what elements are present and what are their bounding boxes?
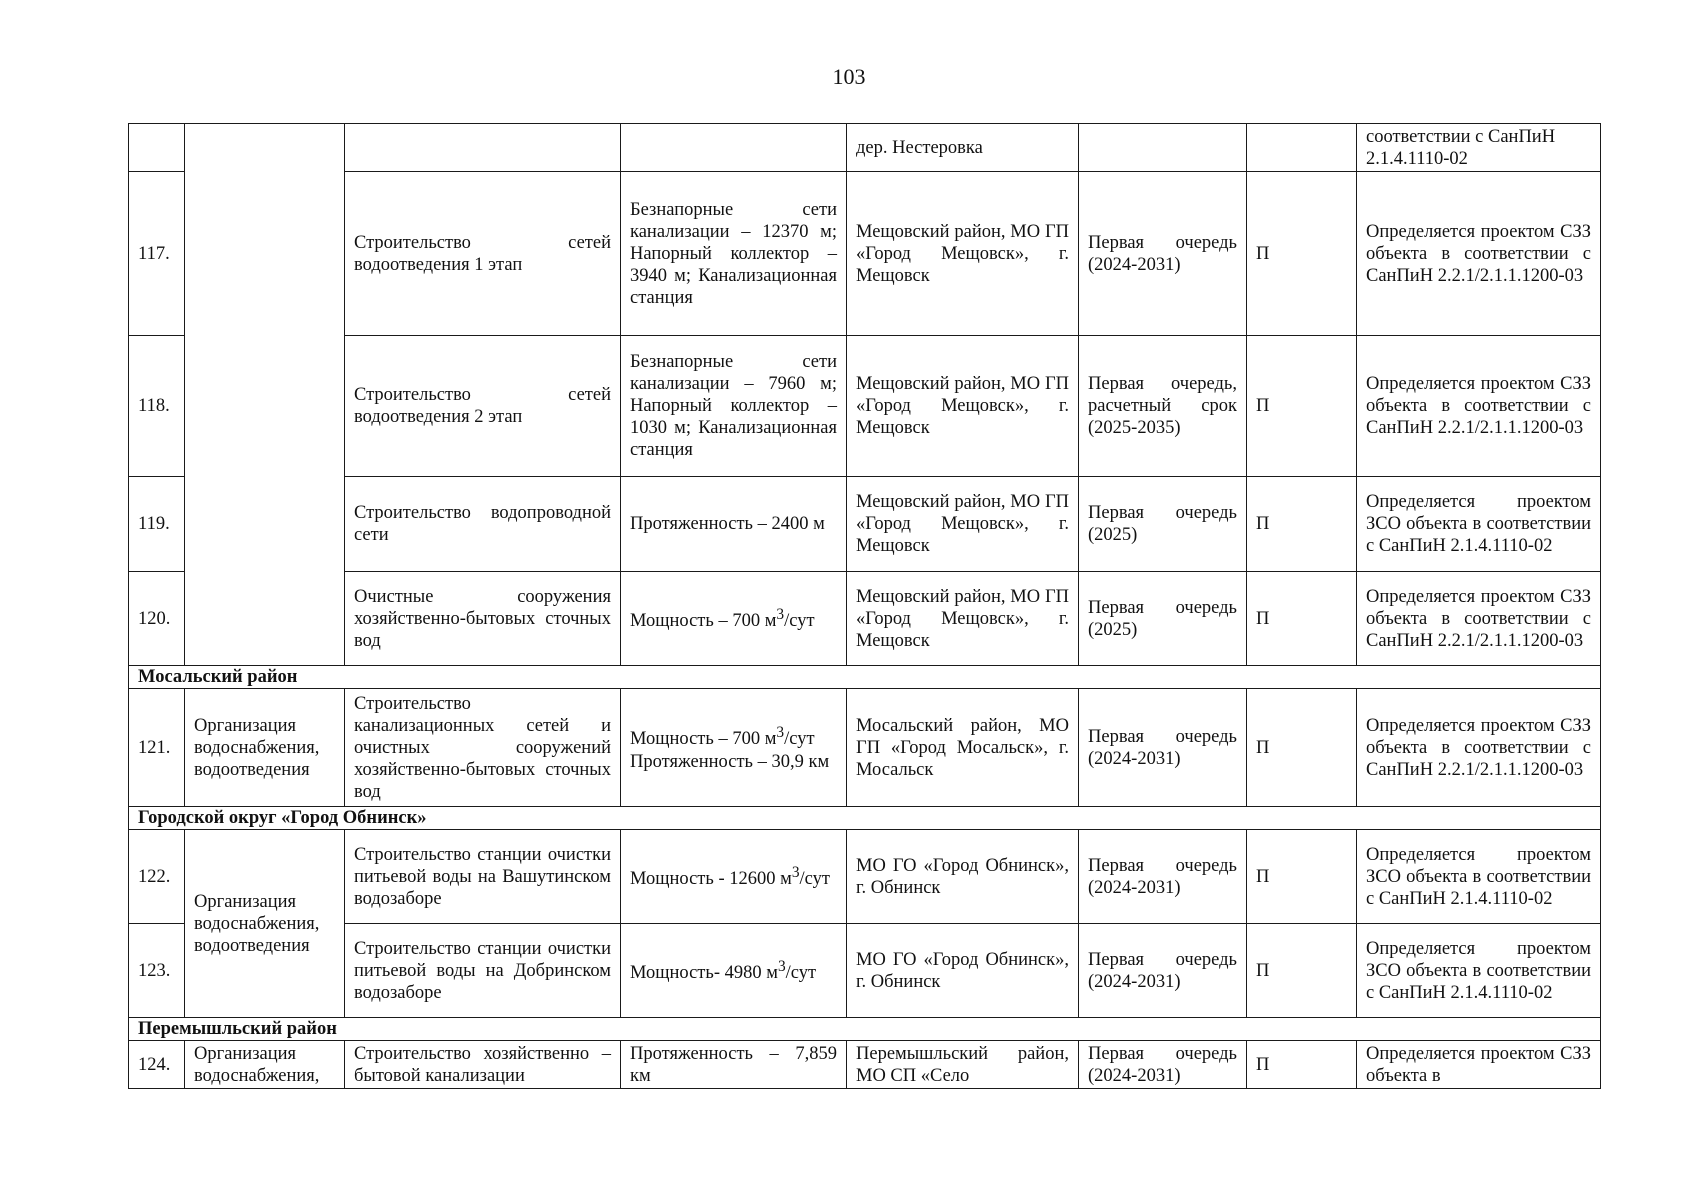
project-params [621,689,847,807]
section-row [129,666,1601,689]
project-location: Мосальский район, МО ГП «Город Мосальск», г. Мосальск [847,689,1079,807]
project-location: Мещовский район, МО ГП «Город Мещовск», г. Мещовск [847,477,1079,572]
project-name: Строительство сетей водоотведения 2 этап [345,336,621,477]
params-unit: /сут [784,729,815,750]
params-text: Мощность – 700 м [630,611,777,632]
project-category: Организация водоснабжения, [185,1041,345,1089]
project-params: Протяженность – 7,859 км [621,1041,847,1089]
project-status: П [1247,830,1357,924]
table-row [129,572,1601,666]
table-row [129,924,1601,1018]
project-location: Мещовский район, МО ГП «Город Мещовск», г. Мещовск [847,336,1079,477]
params-unit: /сут [799,869,830,890]
project-params [621,830,847,924]
params-cell [621,124,847,172]
section-row [129,807,1601,830]
project-status: П [1247,172,1357,336]
table-row [129,830,1601,924]
project-params: Протяженность – 2400 м [621,477,847,572]
project-name: Строительство водопроводной сети [345,477,621,572]
page-number: 103 [832,64,866,89]
project-term: Первая очередь (2025) [1079,477,1247,572]
status-cell [1247,124,1357,172]
project-location: Перемышльский район, МО СП «Село [847,1041,1079,1089]
project-notes: Определяется проектом ЗСО объекта в соответствии с СанПиН 2.1.4.1110-02 [1357,477,1601,572]
term-cell [1079,124,1247,172]
project-name: Строительство канализационных сетей и очистных сооружений хозяйственно-бытовых сточных вод [345,689,621,807]
project-params [621,924,847,1018]
project-term: Первая очередь (2024-2031) [1079,172,1247,336]
project-notes: Определяется проектом ЗСО объекта в соответствии с СанПиН 2.1.4.1110-02 [1357,830,1601,924]
row-number: 123. [129,924,185,1018]
params-length: Протяженность – 30,9 км [630,751,830,772]
project-notes: Определяется проектом ЗСО объекта в соответствии с СанПиН 2.1.4.1110-02 [1357,924,1601,1018]
project-term: Первая очередь (2025) [1079,572,1247,666]
project-notes: Определяется проектом СЗЗ объекта в соответствии с СанПиН 2.2.1/2.1.1.1200-03 [1357,572,1601,666]
params-superscript: 3 [777,958,786,976]
params-text: Мощность- 4980 м [630,963,778,984]
project-status: П [1247,1041,1357,1089]
project-name: Строительство станции очистки питьевой воды на Добринском водозаборе [345,924,621,1018]
project-status: П [1247,572,1357,666]
params-unit: /сут [784,611,815,632]
section-title: Городской округ «Город Обнинск» [129,807,1601,830]
table-row [129,1041,1601,1089]
project-status: П [1247,477,1357,572]
project-notes: Определяется проектом СЗЗ объекта в соответствии с СанПиН 2.2.1/2.1.1.1200-03 [1357,689,1601,807]
row-number: 118. [129,336,185,477]
project-location: МО ГО «Город Обнинск», г. Обнинск [847,924,1079,1018]
projects-table [128,123,1601,1089]
project-status: П [1247,336,1357,477]
project-location: Мещовский район, МО ГП «Город Мещовск», г. Мещовск [847,172,1079,336]
category-cell [185,124,345,666]
project-location: Мещовский район, МО ГП «Город Мещовск», г. Мещовск [847,572,1079,666]
project-notes: Определяется проектом СЗЗ объекта в соответствии с СанПиН 2.2.1/2.1.1.1200-03 [1357,172,1601,336]
row-number: 120. [129,572,185,666]
table-row [129,477,1601,572]
project-term: Первая очередь (2024-2031) [1079,924,1247,1018]
project-term: Первая очередь (2024-2031) [1079,830,1247,924]
project-status: П [1247,924,1357,1018]
project-notes: Определяется проектом СЗЗ объекта в [1357,1041,1601,1089]
row-number-cell [129,124,185,172]
params-superscript: 3 [776,724,785,742]
row-number: 117. [129,172,185,336]
row-number: 121. [129,689,185,807]
project-notes: Определяется проектом СЗЗ объекта в соответствии с СанПиН 2.2.1/2.1.1.1200-03 [1357,336,1601,477]
project-name: Очистные сооружения хозяйственно-бытовых сточных вод [345,572,621,666]
project-category: Организация водоснабжения, водоотведения [185,689,345,807]
notes-cell: соответствии с СанПиН 2.1.4.1110-02 [1357,124,1601,172]
project-params: Безнапорные сети канализации – 7960 м; Напорный коллектор – 1030 м; Канализационная станция [621,336,847,477]
section-title: Мосальский район [129,666,1601,689]
row-number: 119. [129,477,185,572]
params-text: Мощность – 700 м [630,729,777,750]
project-term: Первая очередь (2024-2031) [1079,1041,1247,1089]
section-title: Перемышльский район [129,1018,1601,1041]
project-name: Строительство хозяйственно – бытовой канализации [345,1041,621,1089]
table-row [129,689,1601,807]
project-name: Строительство сетей водоотведения 1 этап [345,172,621,336]
project-params [621,572,847,666]
project-category: Организация водоснабжения, водоотведения [185,830,345,1018]
project-name: Строительство станции очистки питьевой воды на Вашутинском водозаборе [345,830,621,924]
project-location: МО ГО «Город Обнинск», г. Обнинск [847,830,1079,924]
table-row [129,336,1601,477]
location-cell: дер. Нестеровка [847,124,1079,172]
name-cell [345,124,621,172]
table-row [129,124,1601,172]
row-number: 124. [129,1041,185,1089]
project-term: Первая очередь, расчетный срок (2025-2035) [1079,336,1247,477]
table-row [129,172,1601,336]
params-text: Мощность - 12600 м [630,869,792,890]
params-unit: /сут [785,963,817,984]
row-number: 122. [129,830,185,924]
project-params: Безнапорные сети канализации – 12370 м; Напорный коллектор – 3940 м; Канализационная станция [621,172,847,336]
project-term: Первая очередь (2024-2031) [1079,689,1247,807]
section-row [129,1018,1601,1041]
params-superscript: 3 [791,864,800,882]
params-superscript: 3 [776,606,785,624]
project-status: П [1247,689,1357,807]
